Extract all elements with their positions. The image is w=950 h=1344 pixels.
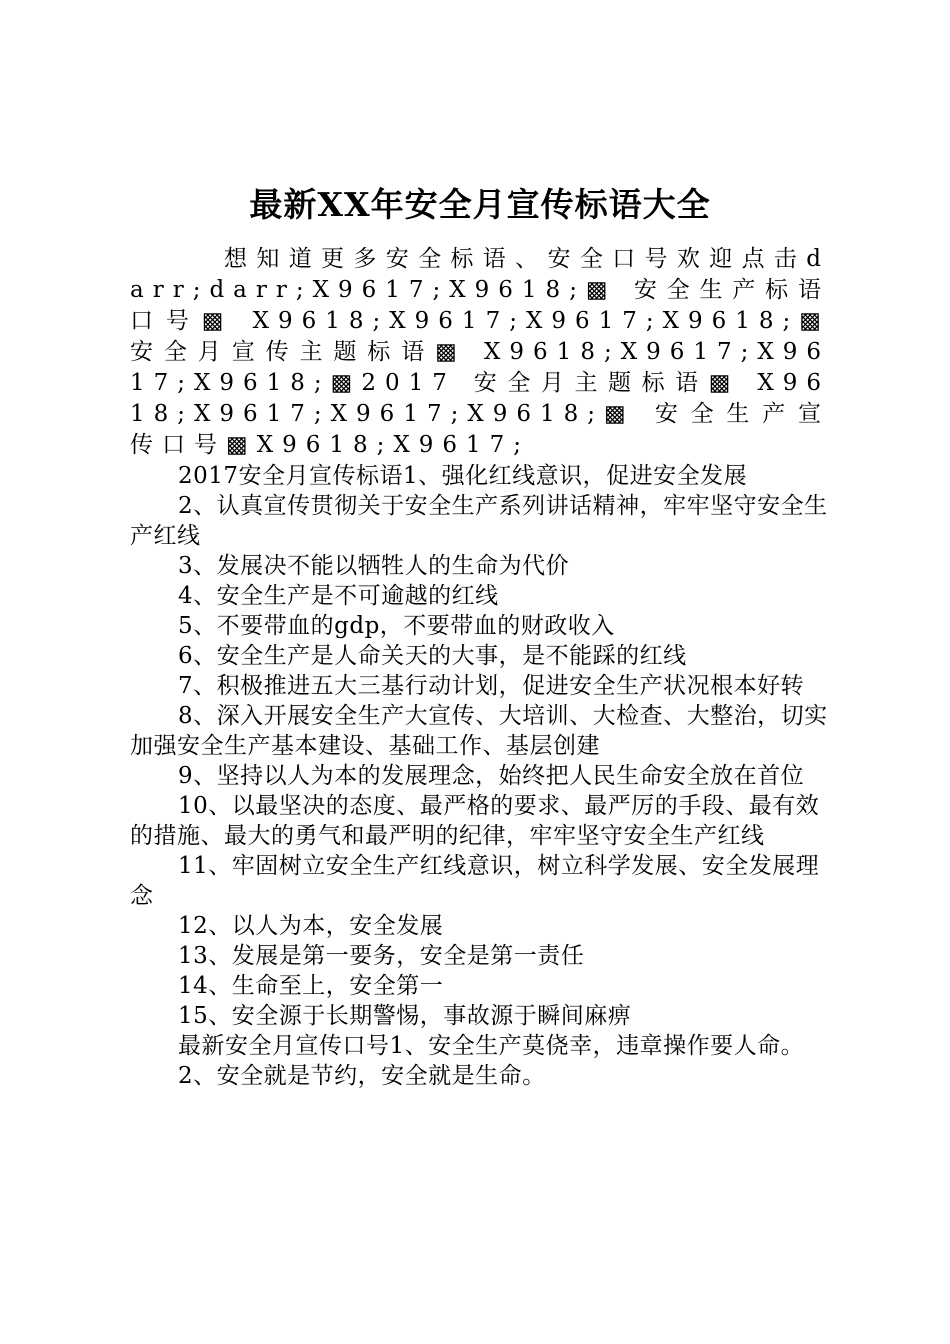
slogan-paragraph: 2017安全月宣传标语1、强化红线意识，促进安全发展 xyxy=(178,463,748,489)
slogan-paragraph: 2、认真宣传贯彻关于安全生产系列讲话精神，牢牢坚守安全生产红线 xyxy=(130,493,828,549)
slogan-paragraph: 15、安全源于长期警惕，事故源于瞬间麻痹 xyxy=(178,1003,632,1029)
slogan-paragraph: 5、不要带血的gdp，不要带血的财政收入 xyxy=(178,613,615,639)
slogan-paragraph: 7、积极推进五大三基行动计划，促进安全生产状况根本好转 xyxy=(178,673,805,699)
slogan-paragraph: 13、发展是第一要务，安全是第一责任 xyxy=(178,943,585,969)
slogan-paragraph: 11、牢固树立安全生产红线意识，树立科学发展、安全发展理念 xyxy=(130,853,820,909)
slogan-paragraph: 2、安全就是节约，安全就是生命。 xyxy=(178,1063,546,1089)
slogan-paragraph: 6、安全生产是人命关天的大事，是不能踩的红线 xyxy=(178,643,687,669)
slogan-paragraph: 4、安全生产是不可逾越的红线 xyxy=(178,583,499,609)
slogan-paragraph: 9、坚持以人为本的发展理念，始终把人民生命安全放在首位 xyxy=(178,763,805,789)
slogan-paragraph: 14、生命至上，安全第一 xyxy=(178,973,444,999)
slogan-list xyxy=(130,461,830,1091)
slogan-paragraph: 12、以人为本，安全发展 xyxy=(178,913,444,939)
slogan-paragraph: 3、发展决不能以牺牲人的生命为代价 xyxy=(178,553,570,579)
slogan-paragraph: 10、以最坚决的态度、最严格的要求、最严厉的手段、最有效的措施、最大的勇气和最严明的纪律，牢牢坚守安全生产红线 xyxy=(130,793,820,849)
document-title: 最新XX年安全月宣传标语大全 xyxy=(249,185,711,224)
intro-paragraph: 想知道更多安全标语、安全口号欢迎点击darr;darr;X9617;X9618;▩ 安全生产标语口号▩ X9618;X9617;X9617;X9618;▩ 安全月宣传主题标语▩ X9618;X9617;X9617;X9618;▩2017 安全月主题标语▩ X9618;X9617;X9617;X9618;▩ 安全生产宣传口号▩X9618;X9617; xyxy=(130,246,830,458)
slogan-paragraph: 最新安全月宣传口号1、安全生产莫侥幸，违章操作要人命。 xyxy=(178,1033,805,1059)
slogan-paragraph: 8、深入开展安全生产大宣传、大培训、大检查、大整治，切实加强安全生产基本建设、基础工作、基层创建 xyxy=(130,703,828,759)
